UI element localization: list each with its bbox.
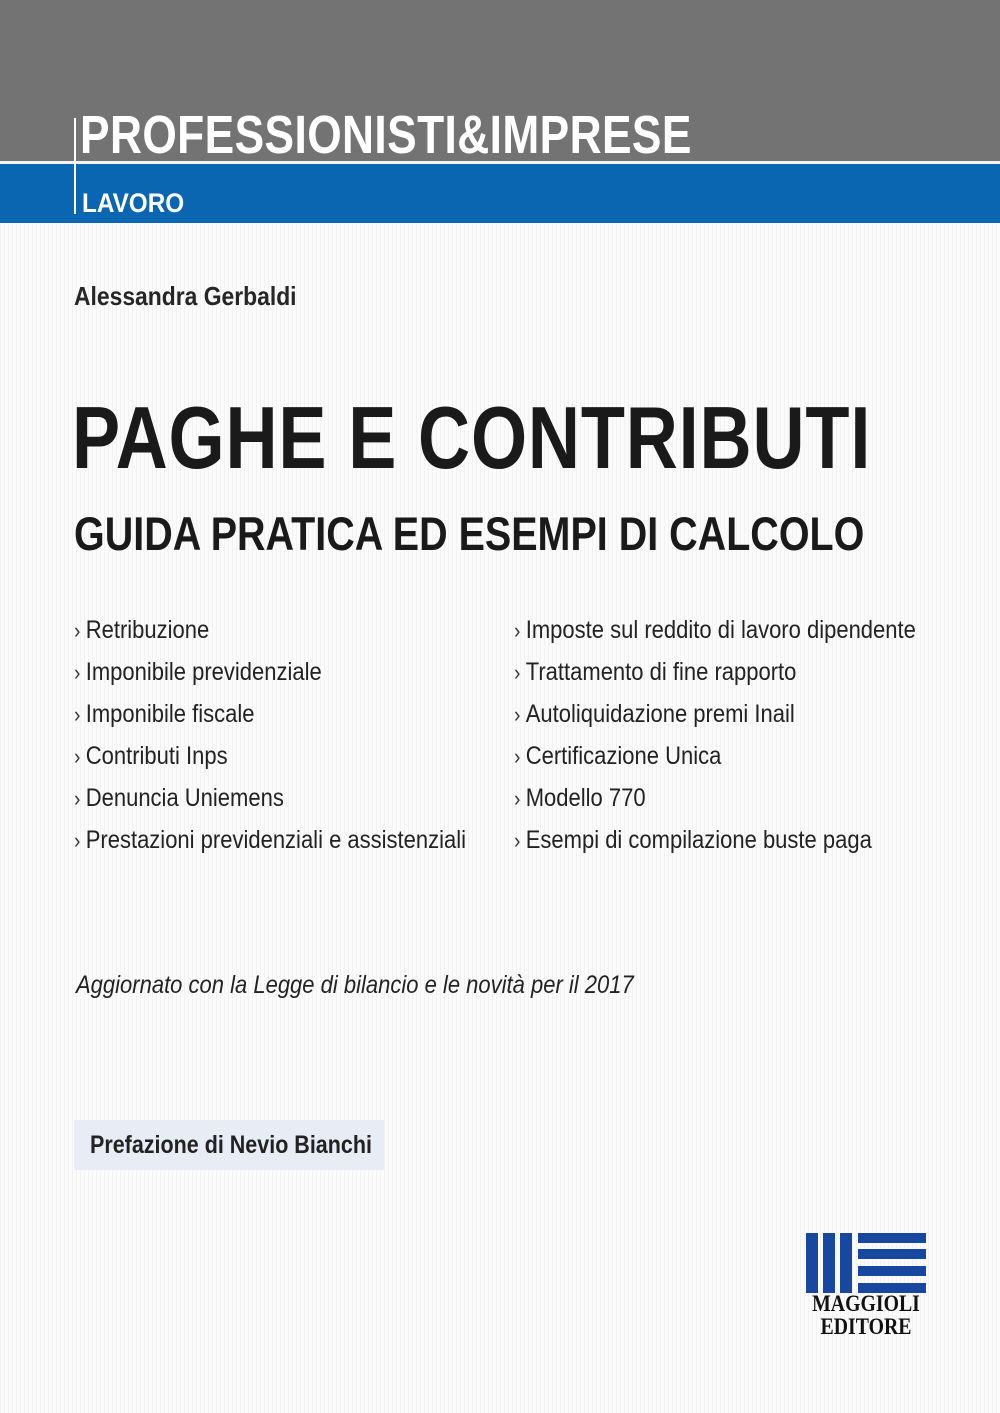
topic-label: Certificazione Unica <box>525 742 722 770</box>
topic-item <box>514 780 916 822</box>
series-vertical-rule <box>74 118 76 214</box>
topic-label: Retribuzione <box>85 616 210 644</box>
topic-label: Prestazioni previdenziali e assistenziali <box>85 826 467 854</box>
bullet-chevron-icon: › <box>74 786 81 811</box>
publisher-line-1: MAGGIOLI <box>812 1291 920 1316</box>
logo-bar <box>823 1233 835 1293</box>
topic-label: Modello 770 <box>525 784 646 812</box>
topic-label: Contributi Inps <box>85 742 228 770</box>
logo-stripe <box>858 1266 926 1276</box>
topic-item <box>514 822 916 864</box>
topic-item <box>74 696 466 738</box>
logo-stripe <box>858 1249 926 1259</box>
topics-list-right <box>514 612 971 864</box>
topic-item <box>74 654 466 696</box>
bullet-chevron-icon: › <box>514 786 521 811</box>
topic-item <box>514 738 916 780</box>
maggioli-logo-icon <box>806 1233 926 1293</box>
topic-label: Imponibile previdenziale <box>85 658 322 686</box>
preface-text: Prefazione di Nevio Bianchi <box>90 1131 372 1159</box>
topic-item <box>74 822 466 864</box>
topic-item <box>74 612 466 654</box>
topic-label: Autoliquidazione premi Inail <box>525 700 795 728</box>
book-title: PAGHE E CONTRIBUTI <box>72 388 872 487</box>
bullet-chevron-icon: › <box>514 660 521 685</box>
logo-bar <box>840 1233 852 1293</box>
bullet-chevron-icon: › <box>514 828 521 853</box>
bullet-chevron-icon: › <box>74 744 81 769</box>
bullet-chevron-icon: › <box>74 618 81 643</box>
topic-item <box>514 612 916 654</box>
topic-item <box>514 696 916 738</box>
bullet-chevron-icon: › <box>74 702 81 727</box>
publisher-name <box>798 1292 934 1338</box>
series-category: LAVORO <box>82 188 185 218</box>
topics-list-left <box>74 612 519 864</box>
topic-label: Esempi di compilazione buste paga <box>525 826 872 854</box>
bullet-chevron-icon: › <box>74 660 81 685</box>
topic-label: Imposte sul reddito di lavoro dipendente <box>525 616 916 644</box>
bullet-chevron-icon: › <box>514 744 521 769</box>
topic-item <box>514 654 916 696</box>
bullet-chevron-icon: › <box>514 702 521 727</box>
bullet-chevron-icon: › <box>514 618 521 643</box>
author-name: Alessandra Gerbaldi <box>74 281 297 311</box>
bullet-chevron-icon: › <box>74 828 81 853</box>
topic-item <box>74 780 466 822</box>
series-title: PROFESSIONISTI&IMPRESE <box>80 105 692 165</box>
logo-bar <box>806 1233 818 1293</box>
logo-stripe <box>858 1233 926 1243</box>
book-subtitle: GUIDA PRATICA ED ESEMPI DI CALCOLO <box>74 507 865 560</box>
publisher-line-2: EDITORE <box>820 1314 912 1339</box>
topic-label: Imponibile fiscale <box>85 700 255 728</box>
topic-item <box>74 738 466 780</box>
topic-label: Trattamento di fine rapporto <box>525 658 797 686</box>
topic-label: Denuncia Uniemens <box>85 784 284 812</box>
update-note: Aggiornato con la Legge di bilancio e le novità per il 2017 <box>76 971 634 999</box>
